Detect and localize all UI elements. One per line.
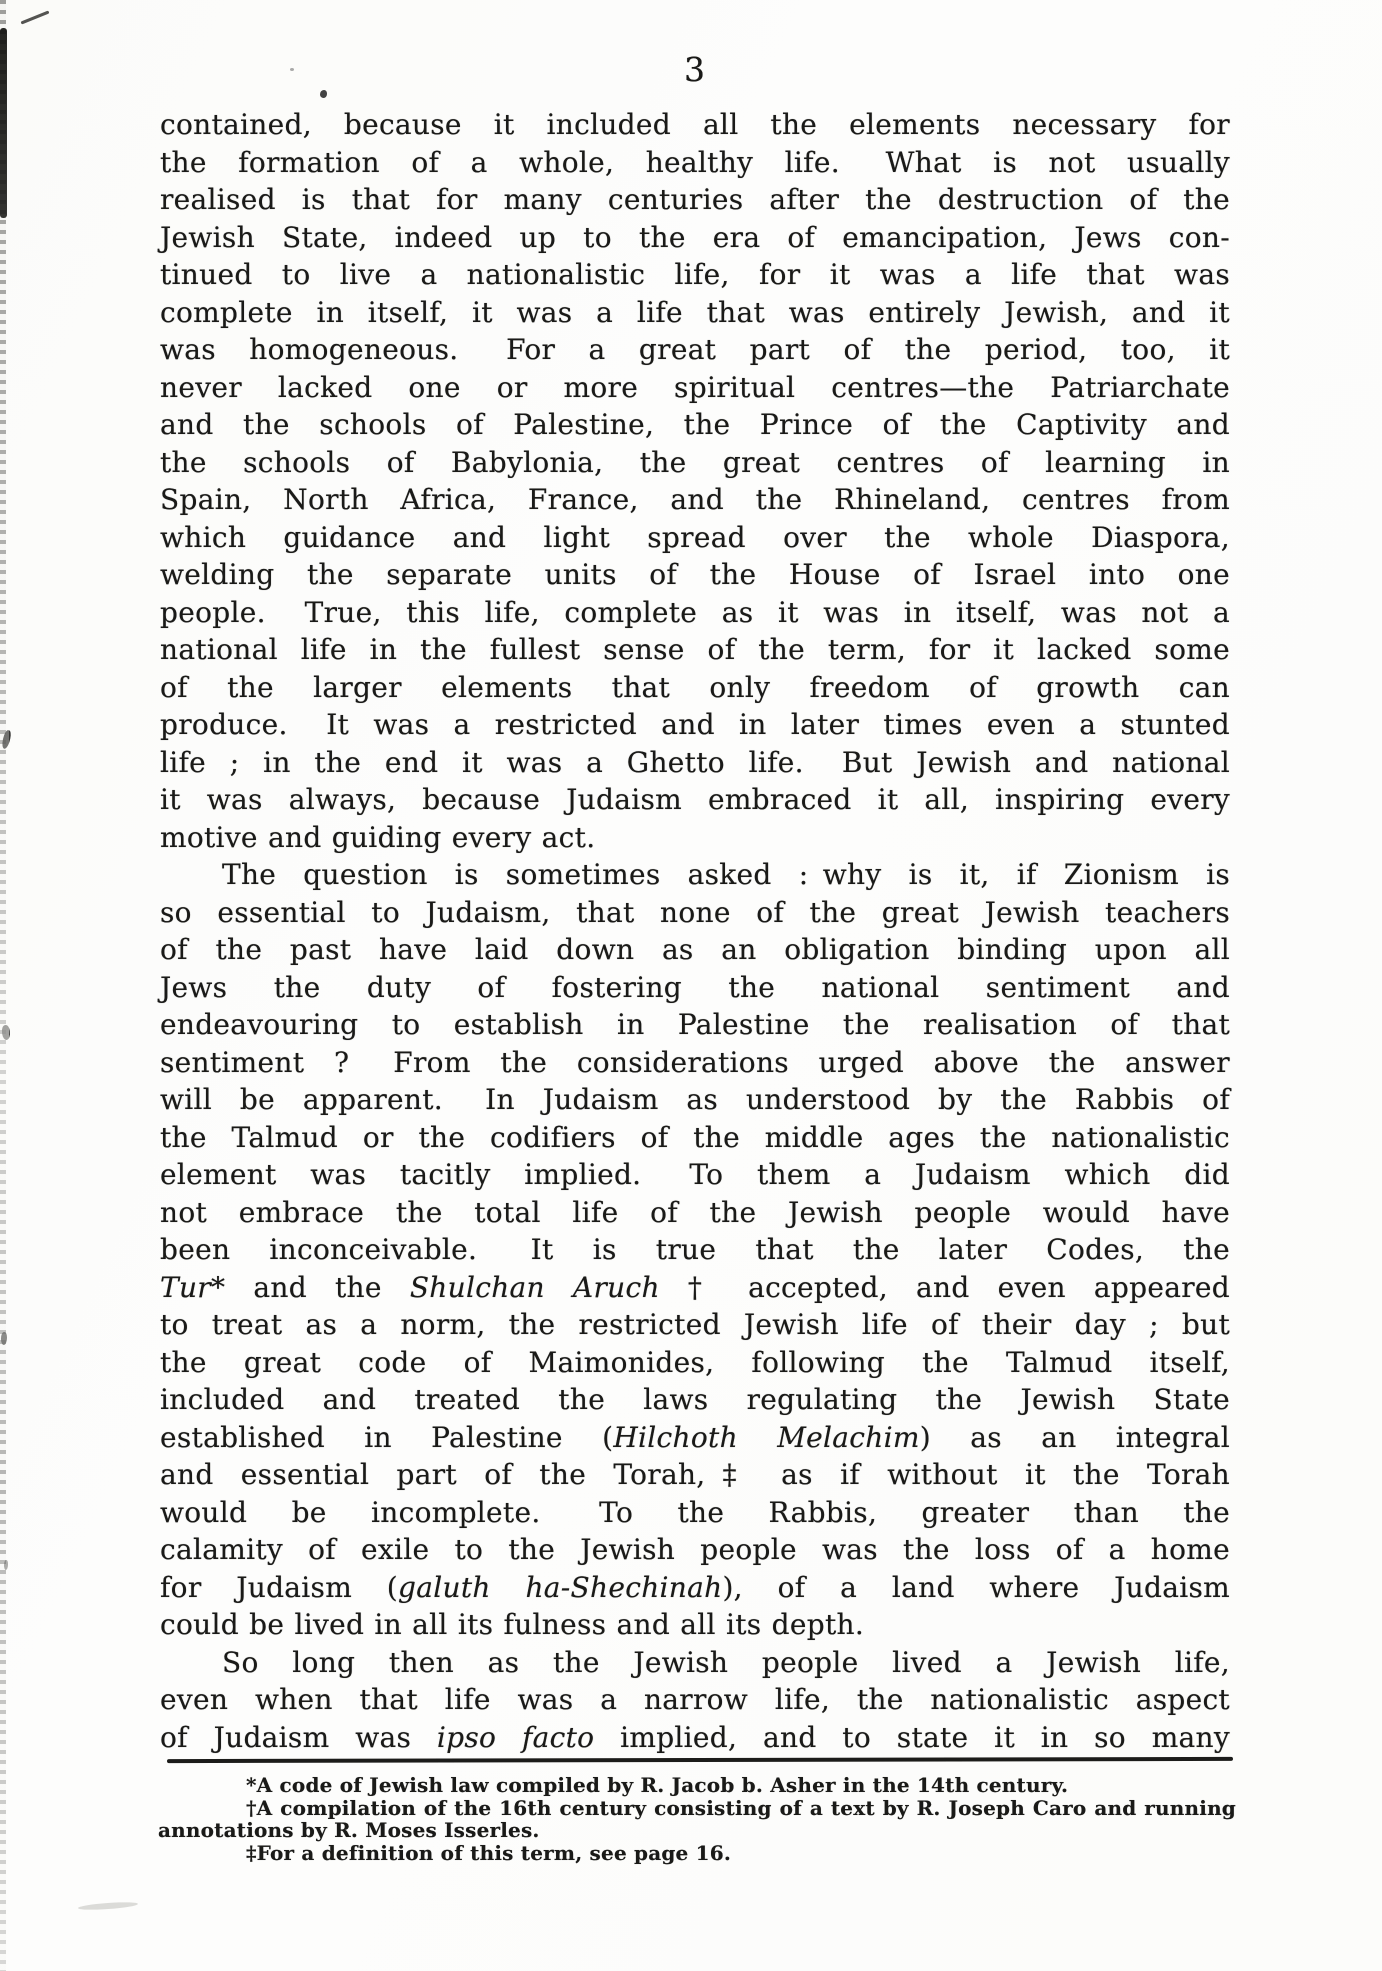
text-line xyxy=(160,444,1230,482)
text-line xyxy=(160,819,1230,857)
footnote-line xyxy=(158,1842,1236,1865)
text-line xyxy=(160,1606,1230,1644)
line-segment: element was tacitly implied. To them a Judaism which did xyxy=(160,1158,1230,1191)
text-line xyxy=(160,1419,1230,1457)
footnotes xyxy=(158,1774,1236,1864)
line-segment: the schools of Babylonia, the great centres of learning in xyxy=(160,445,1230,479)
footnote-symbol: ‡ xyxy=(246,1840,257,1865)
footnote-line xyxy=(158,1774,1236,1797)
text-line xyxy=(160,1119,1230,1157)
text-line xyxy=(160,369,1230,407)
line-segment: would be incomplete. To the Rabbis, greater than the xyxy=(160,1495,1230,1529)
line-segment: sentiment ? From the considerations urged above the answer xyxy=(160,1045,1230,1079)
line-segment: welding the separate units of the House of Israel into one xyxy=(160,558,1230,591)
footnote-line xyxy=(158,1797,1236,1820)
line-segment: calamity of exile to the Jewish people was the loss of a home xyxy=(160,1533,1230,1566)
line-segment: even when that life was a narrow life, the nationalistic aspect xyxy=(160,1683,1230,1716)
line-segment: so essential to Judaism, that none of the great Jewish teachers xyxy=(160,895,1230,929)
scan-fade-overlay xyxy=(0,0,9,1971)
line-segment: motive and guiding every act. xyxy=(160,820,596,854)
text-line xyxy=(160,1531,1230,1569)
line-segment: which guidance and light spread over the whole Diaspora, xyxy=(160,520,1230,554)
footnote-symbol: * xyxy=(246,1773,257,1797)
line-segment: implied, and to state it in so many xyxy=(594,1720,1231,1754)
line-segment: contained, because it included all the elements necessary for xyxy=(160,108,1230,141)
footnote-text: annotations by R. Moses Isserles. xyxy=(158,1818,540,1842)
ink-speck xyxy=(320,90,327,98)
line-segment: Jews the duty of fostering the national sentiment and xyxy=(160,970,1230,1004)
line-segment: of the larger elements that only freedom of growth can xyxy=(160,670,1230,704)
text-line xyxy=(160,1681,1230,1719)
text-line xyxy=(160,406,1230,444)
line-segment: included and treated the laws regulating the Jewish State xyxy=(160,1383,1230,1416)
line-segment: tinued to live a nationalistic life, for it was a life that was xyxy=(160,258,1230,291)
line-segment: the Talmud or the codifiers of the middle ages the nationalistic xyxy=(160,1120,1230,1154)
text-line xyxy=(160,894,1230,932)
line-segment: the great code of Maimonides, following the Talmud itself, xyxy=(160,1345,1230,1379)
text-line xyxy=(160,1269,1230,1307)
line-segment: to treat as a norm, the restricted Jewish life of their day ; but xyxy=(160,1308,1230,1341)
text-line xyxy=(160,1006,1230,1044)
line-segment: established in Palestine ( xyxy=(160,1420,614,1454)
text-line xyxy=(160,219,1230,257)
footnote-text: A code of Jewish law compiled by R. Jacob b. Asher in the 14th century. xyxy=(256,1773,1069,1797)
line-segment: people. True, this life, complete as it was in itself, was not a xyxy=(160,595,1230,629)
line-segment: for Judaism ( xyxy=(160,1570,399,1604)
text-line xyxy=(160,1719,1230,1757)
body-text xyxy=(160,106,1230,1756)
text-line xyxy=(160,631,1230,669)
text-line xyxy=(160,1081,1230,1119)
text-line xyxy=(160,1306,1230,1344)
line-segment: national life in the fullest sense of the term, for it lacked some xyxy=(160,633,1230,666)
line-segment: † accepted, and even appeared xyxy=(659,1270,1230,1304)
text-line xyxy=(160,1569,1230,1607)
line-segment: the formation of a whole, healthy life. What is not usually xyxy=(160,145,1230,179)
line-segment: complete in itself, it was a life that was entirely Jewish, and it xyxy=(160,295,1230,329)
line-segment: and the schools of Palestine, the Prince of the Captivity and xyxy=(160,408,1230,441)
line-segment: was homogeneous. For a great part of the period, too, it xyxy=(160,333,1230,366)
italic-term: ipso facto xyxy=(436,1720,595,1754)
line-segment: endeavouring to establish in Palestine the realisation of that xyxy=(160,1008,1230,1041)
text-line xyxy=(160,781,1230,819)
line-segment: produce. It was a restricted and in later times even a stunted xyxy=(160,708,1230,741)
text-line xyxy=(160,331,1230,369)
text-line xyxy=(160,1344,1230,1382)
footnote-symbol: † xyxy=(246,1795,257,1820)
text-line xyxy=(160,1456,1230,1494)
text-line xyxy=(160,1381,1230,1419)
footnote-text: For a definition of this term, see page 16. xyxy=(256,1840,732,1865)
text-line xyxy=(160,556,1230,594)
text-line xyxy=(160,744,1230,782)
italic-term: Tur xyxy=(160,1270,211,1304)
page-number: 3 xyxy=(684,50,706,89)
text-line xyxy=(160,294,1230,332)
text-line xyxy=(160,1231,1230,1269)
scan-smudge xyxy=(78,1901,138,1911)
text-line xyxy=(160,144,1230,182)
line-segment: life ; in the end it was a Ghetto life. But Jewish and national xyxy=(160,745,1230,779)
text-line xyxy=(160,481,1230,519)
line-segment: could be lived in all its fulness and all its depth. xyxy=(160,1608,865,1641)
footnote-line xyxy=(158,1819,1236,1842)
scan-corner-mark xyxy=(21,10,50,24)
line-segment: realised is that for many centuries after the destruction of the xyxy=(160,183,1230,216)
italic-term: Hilchoth Melachim xyxy=(613,1420,920,1454)
italic-term: galuth ha-Shechinah xyxy=(398,1570,723,1604)
text-line xyxy=(160,594,1230,632)
text-line xyxy=(160,1194,1230,1232)
text-line xyxy=(160,856,1230,894)
text-line xyxy=(160,1644,1230,1682)
footnote-divider-rule xyxy=(167,1757,1233,1763)
footnote-text: A compilation of the 16th century consisting of a text by R. Joseph Caro and running xyxy=(256,1795,1236,1820)
line-segment: of Judaism was xyxy=(160,1720,437,1754)
text-line xyxy=(160,106,1230,144)
line-segment: been inconceivable. It is true that the later Codes, the xyxy=(160,1233,1230,1266)
italic-term: Shulchan Aruch xyxy=(409,1270,660,1304)
line-segment: ), of a land where Judaism xyxy=(722,1570,1230,1604)
text-line xyxy=(160,706,1230,744)
line-segment: * and the xyxy=(211,1270,410,1304)
line-segment: of the past have laid down as an obligation binding upon all xyxy=(160,933,1230,966)
text-line xyxy=(160,1494,1230,1532)
line-segment: So long then as the Jewish people lived a Jewish life, xyxy=(222,1645,1230,1679)
text-line xyxy=(160,519,1230,557)
text-line xyxy=(160,181,1230,219)
text-line xyxy=(160,256,1230,294)
text-line xyxy=(160,969,1230,1007)
line-segment: Spain, North Africa, France, and the Rhineland, centres from xyxy=(160,483,1230,516)
line-segment: and essential part of the Torah,‡ as if without it the Torah xyxy=(160,1458,1230,1491)
text-line xyxy=(160,669,1230,707)
line-segment: The question is sometimes asked : why is it, if Zionism is xyxy=(222,858,1230,891)
text-line xyxy=(160,1156,1230,1194)
text-line xyxy=(160,1044,1230,1082)
line-segment: Jewish State, indeed up to the era of emancipation, Jews con- xyxy=(160,220,1230,254)
text-line xyxy=(160,931,1230,969)
line-segment: not embrace the total life of the Jewish people would have xyxy=(160,1195,1230,1229)
line-segment: it was always, because Judaism embraced it all, inspiring every xyxy=(160,783,1230,816)
line-segment: never lacked one or more spiritual centres—the Patriarchate xyxy=(160,370,1230,404)
line-segment: ) as an integral xyxy=(919,1420,1231,1454)
line-segment: will be apparent. In Judaism as understood by the Rabbis of xyxy=(160,1083,1230,1116)
